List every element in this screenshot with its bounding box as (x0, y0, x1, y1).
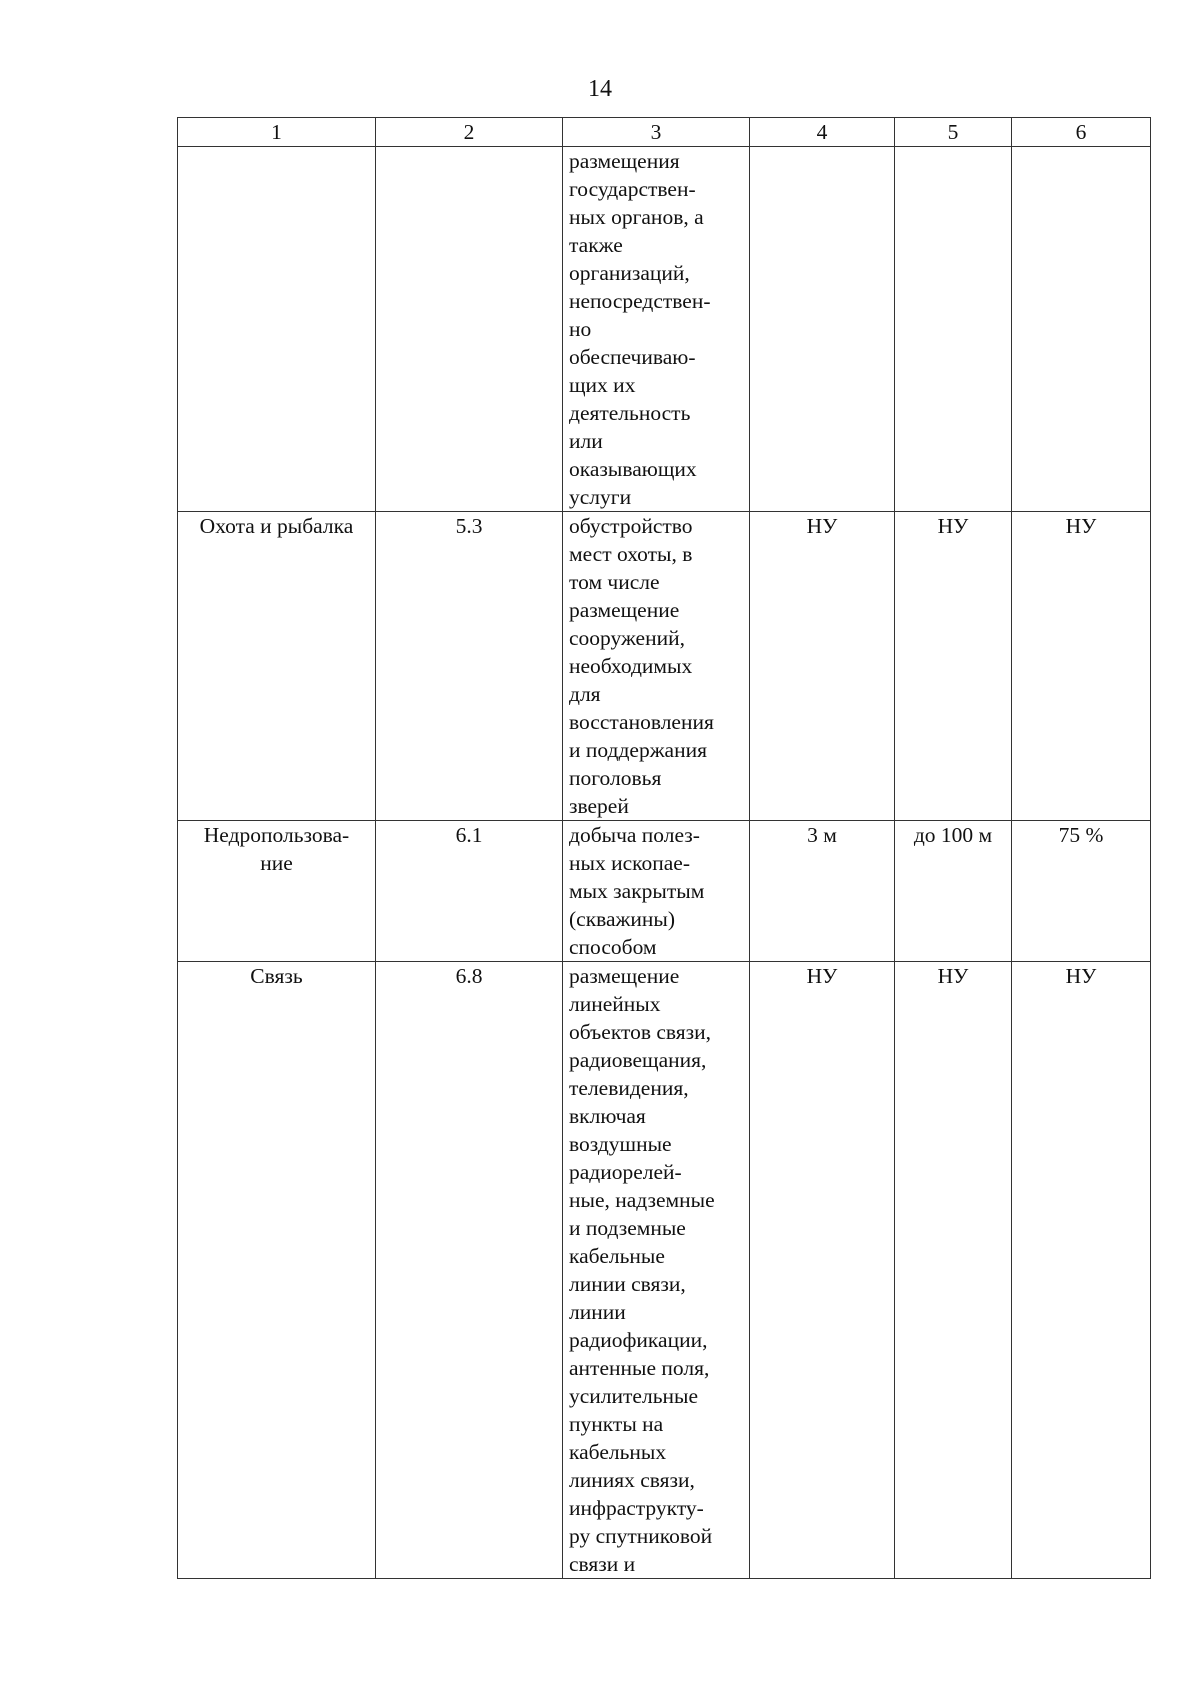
column-header: 1 (178, 118, 376, 147)
column-header: 2 (376, 118, 563, 147)
use-type-description: размещения государствен- ных органов, а также организаций, непосредствен- но обеспечиваю- щих их деятельность или оказывающих услуги (563, 147, 750, 512)
use-type-name: Охота и рыбалка (178, 512, 376, 821)
page-number: 14 (588, 76, 612, 102)
value-column-4: НУ (750, 512, 895, 821)
use-type-name: Недропользова- ние (178, 821, 376, 962)
use-type-description: обустройство мест охоты, в том числе размещение сооружений, необходимых для восстановления и поддержания поголовья зверей (563, 512, 750, 821)
use-type-code (376, 147, 563, 512)
use-type-code: 6.1 (376, 821, 563, 962)
column-header: 3 (563, 118, 750, 147)
value-column-4: 3 м (750, 821, 895, 962)
table-row (178, 821, 1151, 962)
use-type-description: добыча полез- ных ископае- мых закрытым (скважины) способом (563, 821, 750, 962)
value-column-5 (895, 147, 1012, 512)
column-header: 5 (895, 118, 1012, 147)
value-column-6: НУ (1012, 962, 1151, 1579)
value-column-6: НУ (1012, 512, 1151, 821)
land-use-table (177, 117, 1151, 1579)
value-column-5: до 100 м (895, 821, 1012, 962)
value-column-6 (1012, 147, 1151, 512)
table-row (178, 962, 1151, 1579)
value-column-6: 75 % (1012, 821, 1151, 962)
use-type-code: 6.8 (376, 962, 563, 1579)
value-column-5: НУ (895, 512, 1012, 821)
column-header: 6 (1012, 118, 1151, 147)
column-header: 4 (750, 118, 895, 147)
value-column-4: НУ (750, 962, 895, 1579)
use-type-name: Связь (178, 962, 376, 1579)
table-header-row (178, 118, 1151, 147)
use-type-code: 5.3 (376, 512, 563, 821)
table-row (178, 512, 1151, 821)
value-column-5: НУ (895, 962, 1012, 1579)
use-type-name (178, 147, 376, 512)
table-row (178, 147, 1151, 512)
value-column-4 (750, 147, 895, 512)
use-type-description: размещение линейных объектов связи, радиовещания, телевидения, включая воздушные радиорелей- ные, надземные и подземные кабельные линии связи, линии радиофикации, антенные поля, усилительные пункты на кабельных линиях связи, инфраструкту- ру спутниковой связи и (563, 962, 750, 1579)
